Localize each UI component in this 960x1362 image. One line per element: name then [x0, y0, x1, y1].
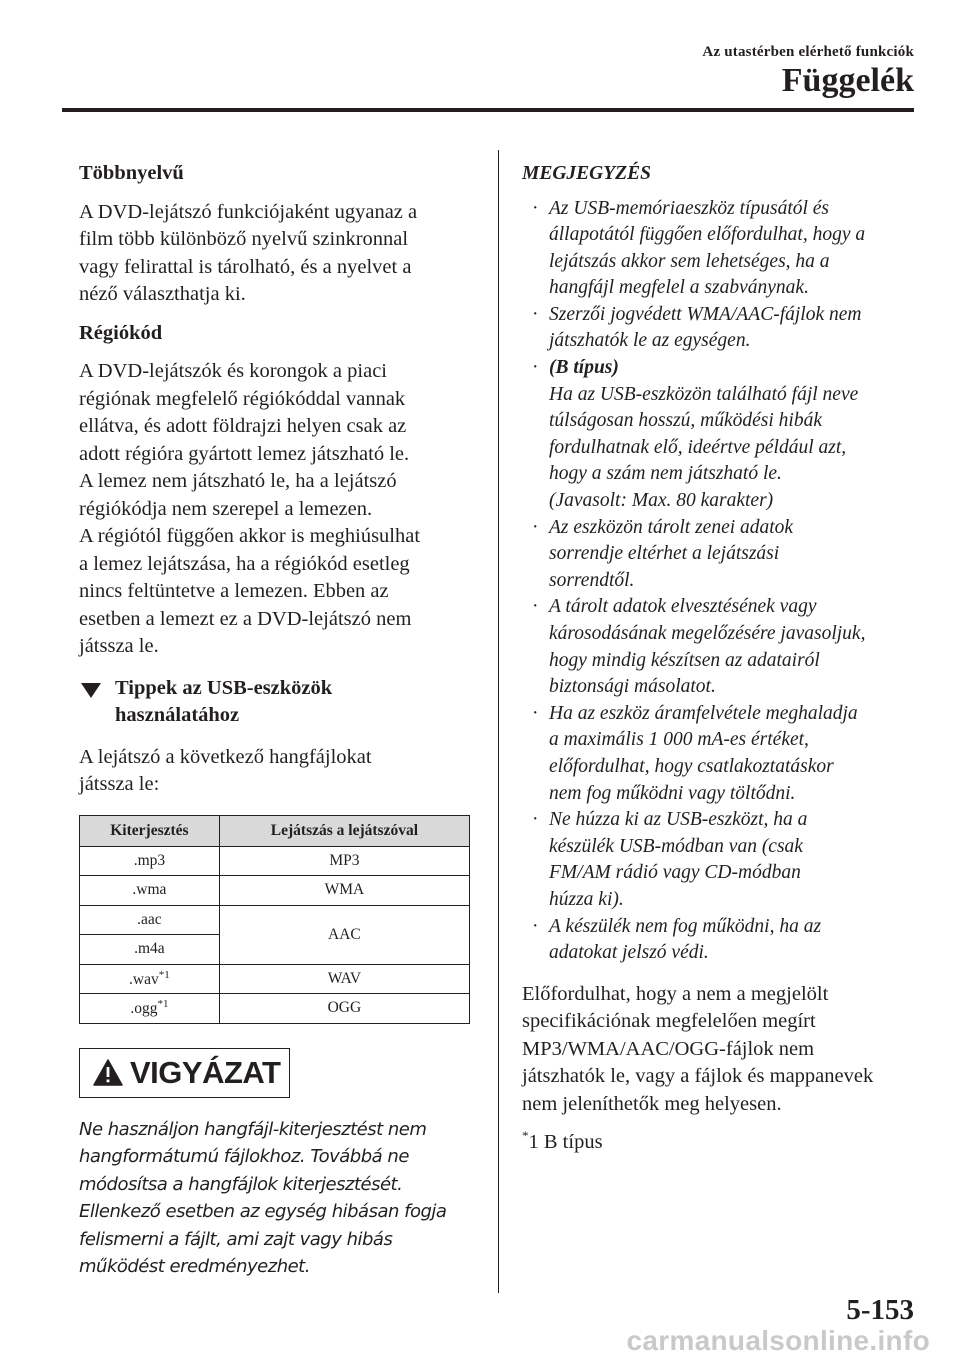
footnote-mark: * — [522, 1128, 529, 1144]
table-header-playback: Lejátszás a lejátszóval — [219, 815, 469, 846]
footnote — [522, 1122, 918, 1156]
header-rule — [62, 108, 914, 112]
triangle-bullet-icon — [81, 683, 101, 698]
note-item: · A tárolt adatok elvesztésének vagy károsodásának megelőzésére javasoljuk, hogy mindig készítsen az adatairól biztonsági másolatot. — [532, 596, 866, 698]
paragraph-region-code: A DVD-lejátszók és korongok a piaci régiónak megfelelő régiókóddal vannak ellátva, és adott földrajzi helyen csak az adott régióra gyártott lemez játszható le. A lemez nem játszható le, ha a lejátszó régiókódja nem szerepel a lemezen. A régiótól függően akkor is meghiúsulhat a lemez lejátszása, ha a régiókód esetleg nincs feltüntetve a lemezen. Ebben az esetben a lemezt ez a DVD-lejátszó nem játssza le. — [79, 360, 421, 657]
file-format-table — [79, 815, 470, 1024]
table-cell-extension: .m4a — [80, 935, 220, 965]
page-number: 5-153 — [846, 1294, 914, 1326]
running-header-title: Függelék — [781, 62, 914, 99]
bullet-dot-icon: · — [532, 357, 539, 379]
table-cell-playback: AAC — [219, 905, 469, 964]
footnote-ref: *1 — [157, 998, 169, 1011]
table-row — [80, 876, 470, 906]
note-heading: MEGJEGYZÉS — [522, 163, 651, 184]
table-cell-extension: .wma — [80, 876, 220, 906]
bullet-dot-icon: · — [532, 702, 539, 724]
note-list — [522, 196, 918, 967]
heading-multilanguage: Többnyelvű — [79, 162, 184, 184]
table-cell-playback: MP3 — [219, 846, 469, 876]
bullet-dot-icon: · — [532, 516, 539, 538]
bullet-dot-icon: · — [532, 303, 539, 325]
bullet-dot-icon: · — [532, 809, 539, 831]
table-row — [80, 964, 470, 994]
column-divider — [498, 150, 499, 1293]
bullet-dot-icon: · — [532, 197, 539, 219]
table-cell-extension: .aac — [80, 905, 220, 935]
paragraph-multilanguage: A DVD-lejátszó funkciójaként ugyanaz a film több különböző nyelvű szinkronnal vagy felirattal is tárolható, és a nyelvet a néző választhatja ki. — [79, 200, 418, 305]
note-item: · A készülék nem fog működni, ha az adatokat jelszó védi. — [532, 915, 822, 964]
watermark: carmanualsonline.info — [626, 1325, 930, 1356]
table-cell-playback: WAV — [219, 964, 469, 994]
note-item: · Szerzői jogvédett WMA/AAC-fájlok nem játszhatók le az egységen. — [532, 303, 862, 352]
table-row — [80, 905, 470, 935]
right-column — [522, 160, 918, 1157]
table-cell-extension — [80, 994, 220, 1024]
note-item: · Az USB-memóriaeszköz típusától és állapotától függően előfordulhat, hogy a lejátszás akkor sem lehetséges, ha a hangfájl megfelel a szabványnak. — [532, 197, 866, 299]
left-column — [79, 160, 471, 1281]
table-row — [80, 994, 470, 1024]
bullet-dot-icon: · — [532, 596, 539, 618]
caution-text: Ne használjon hangfájl-kiterjesztést nem hangformátumú fájlokhoz. Továbbá ne módosítsa a hangfájlok kiterjesztését. Ellenkező esetben az egység hibásan fogja felismerni a fájlt, ami zajt vagy hibás működést eredményezhet. — [79, 1118, 447, 1277]
table-header-extension: Kiterjesztés — [80, 815, 220, 846]
extension-text: .ogg — [130, 1000, 158, 1018]
running-header-subtitle: Az utastérben elérhető funkciók — [702, 44, 914, 60]
table-cell-playback: OGG — [219, 994, 469, 1024]
note-item: · (B típus) Ha az USB-eszközön található fájl neve túlságosan hosszú, működési hibák fordulhatnak elő, ideértve például azt, hogy a szám nem játszható le. (Javasolt: Max. 80 karakter) — [532, 357, 859, 512]
paragraph-file-compatibility: Előfordulhat, hogy a nem a megjelölt specifikációnak megfelelően megírt MP3/WMA/AAC/OGG-fájlok nem játszhatók le, vagy a fájlok és mappanevek nem jeleníthetők meg helyesen. — [522, 982, 874, 1115]
table-cell-playback: WMA — [219, 876, 469, 906]
paragraph-supported-files: A lejátszó a következő hangfájlokat játssza le: — [79, 745, 372, 795]
warning-triangle-icon — [93, 1059, 123, 1086]
caution-title: VIGYÁZAT — [130, 1054, 281, 1090]
section-heading-usb-tips — [79, 675, 471, 730]
heading-region-code: Régiókód — [79, 321, 163, 344]
note-bold-label: (B típus) — [549, 357, 619, 379]
footnote-text: 1 B típus — [528, 1131, 603, 1154]
note-item: · Ne húzza ki az USB-eszközt, ha a készülék USB-módban van (csak FM/AM rádió vagy CD-módban húzza ki). — [532, 809, 808, 910]
bullet-dot-icon: · — [532, 915, 539, 937]
section-heading-text: Tippek az USB-eszközök használatához — [115, 676, 333, 726]
note-item: · Ha az eszköz áramfelvétele meghaladja a maximális 1 000 mA-es értéket, előfordulhat, hogy csatlakoztatáskor nem fog működni vagy töltődni. — [532, 702, 858, 804]
footnote-ref: *1 — [158, 968, 170, 981]
table-cell-extension — [80, 964, 220, 994]
table-header-row — [80, 815, 470, 846]
table-row — [80, 846, 470, 876]
table-cell-extension: .mp3 — [80, 846, 220, 876]
note-item: · Az eszközön tárolt zenei adatok sorrendje eltérhet a lejátszási sorrendtől. — [532, 516, 794, 591]
caution-box — [79, 1048, 290, 1098]
extension-text: .wav — [129, 970, 159, 988]
